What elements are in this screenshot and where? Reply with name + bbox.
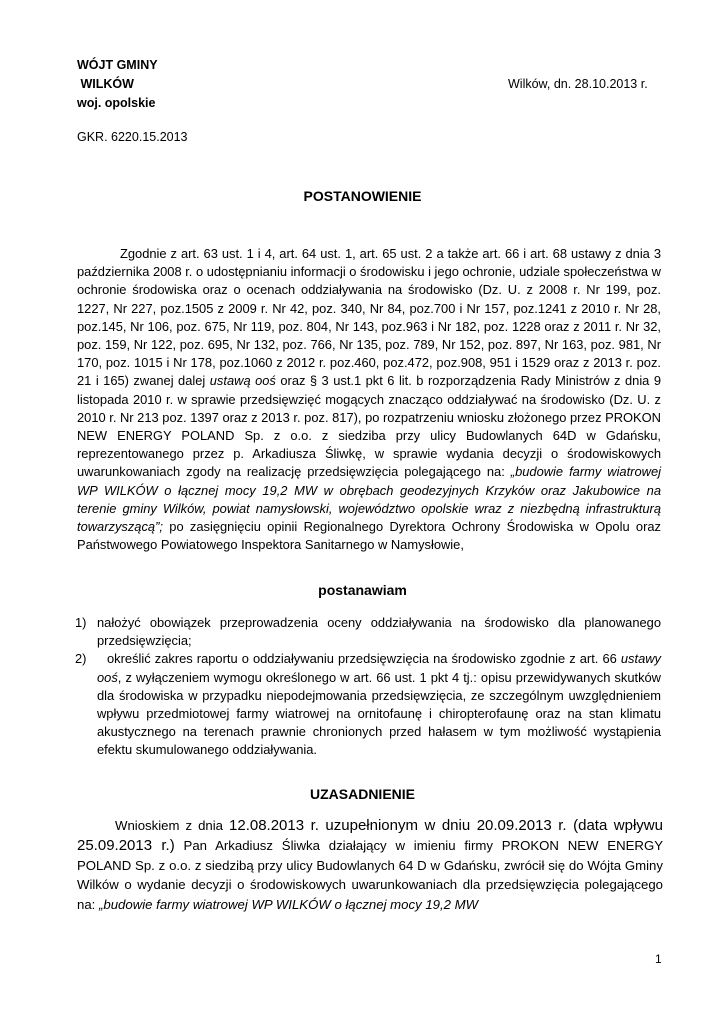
justification-paragraph	[77, 816, 663, 915]
list-item	[75, 614, 661, 650]
item2-italic: ustawy ooś	[97, 651, 661, 685]
authority-line-3: woj. opolskie	[77, 96, 156, 110]
issuing-authority	[77, 56, 158, 113]
justification-heading: UZASADNIENIE	[309, 786, 415, 802]
project-description: „budowie farmy wiatrowej WP WILKÓW o łącznej mocy 19,2 MW w obrębach geodezyjnych Krzyków oraz Jakubowice na terenie gminy Wilków, powiat namysłowski, województwo opolskie wraz z niezbędną infrastrukturą towarzyszącą”;	[77, 464, 661, 535]
authority-line-1: WÓJT GMINY	[77, 58, 158, 72]
page-number: 1	[655, 952, 662, 966]
legal-basis-italic-1: ustawą ooś	[209, 373, 276, 389]
justification-text-1: Wnioskiem z dnia	[115, 818, 230, 833]
legal-basis-text-3: po zasięgnięciu opinii Regionalnego Dyrektora Ochrony Środowiska w Opolu oraz Państwowego Powiatowego Inspektora Sanitarnego w Namysłowie,	[77, 519, 661, 553]
document-title: POSTANOWIENIE	[303, 188, 422, 204]
legal-basis-paragraph	[77, 245, 661, 554]
list-item-number: 1)	[75, 615, 87, 630]
justification-dates: 12.08.2013 r. uzupełnionym w dniu 20.09.2013 r. (data wpływu 25.09.2013 r.)	[77, 817, 663, 854]
list-item-number: 2)	[75, 651, 87, 667]
authority-line-2: WILKÓW	[77, 77, 134, 91]
legal-basis-text-1: Zgodnie z art. 63 ust. 1 i 4, art. 64 ust. 1, art. 65 ust. 2 a także art. 66 i art. 68 ustawy z dnia 3 października 2008 r. o udostępnianiu informacji o środowisku i jego ochronie, udziale społeczeństwa w ochronie środowiska oraz o ocenach oddziaływania na środowisko (Dz. U. z 2008 r. Nr 199, poz. 1227, Nr 227, poz.1505 z 2009 r. Nr 42, poz. 340, Nr 84, poz.700 i Nr 157, poz.1241 z 2010 r. Nr 28, poz.145, Nr 106, poz. 675, Nr 119, poz. 804, Nr 143, poz.963 i Nr 182, poz. 1228 oraz z 2011 r. Nr 32, poz. 159, Nr 122, poz. 695, Nr 132, poz. 766, Nr 135, poz. 789, Nr 152, poz. 897, Nr 163, poz. 981, Nr 170, poz. 1015 i Nr 178, poz.1060 z 2012 r. poz.460, poz.472, poz.908, 951 i 1529 oraz z 2013 r. poz. 21 i 165) zwanej dalej	[77, 246, 661, 389]
item2-text-2: , z wyłączeniem wymogu określonego w art. 66 ust. 1 pkt 4 tj.: opisu przewidywanych skutków dla środowiska w przypadku niepodejmowania przedsięwzięcia, ze szczególnym uwzględnieniem wpływu przedmiotowej farmy wiatrowej na ornitofaunę i chiropterofaunę oraz na stan klimatu akustycznego na terenach prawnie chronionych przed hałasem w tym możliwość wystąpienia efektu skumulowanego oddziaływania.	[97, 669, 661, 758]
case-reference: GKR. 6220.15.2013	[77, 130, 188, 144]
justification-text-2: Pan Arkadiusz Śliwka działający w imieniu firmy PROKON NEW ENERGY POLAND Sp. z o.o. z siedzibą przy ulicy Budowlanych 64 D w Gdańsku, zwrócił się do Wójta Gminy Wilków o wydanie decyzji o środowiskowych uwarunkowaniach dla przedsięwzięcia polegającego na:	[77, 837, 663, 913]
list-item-text: nałożyć obowiązek przeprowadzenia oceny oddziaływania na środowisko dla planowanego przedsięwzięcia;	[97, 615, 661, 649]
list-item	[75, 650, 661, 759]
place-and-date: Wilków, dn. 28.10.2013 r.	[508, 77, 648, 91]
decision-heading: postanawiam	[318, 582, 407, 598]
decision-list	[75, 614, 661, 760]
justification-italic: „budowie farmy wiatrowej WP WILKÓW o łącznej mocy 19,2 MW	[99, 897, 479, 913]
list-item-text	[97, 650, 661, 759]
legal-basis-text-2: oraz § 3 ust.1 pkt 6 lit. b rozporządzenia Rady Ministrów z dnia 9 listopada 2010 r. w sprawie przedsięwzięć mogących znacząco oddziaływać na środowisko (Dz. U. z 2010 r. Nr 213 poz. 1397 oraz z 2013 r. poz. 817), po rozpatrzeniu wniosku złożonego przez PROKON NEW ENERGY POLAND Sp. z o.o. z siedziba przy ulicy Budowlanych 64D w Gdańsku, reprezentowanego przez p. Arkadiusza Śliwkę, w sprawie wydania decyzji o środowiskowych uwarunkowaniach zgody na realizację przedsięwzięcia polegającego na:	[77, 373, 661, 480]
item2-text-1: określić zakres raportu o oddziaływaniu przedsięwzięcia na środowisko zgodnie z art. 66	[107, 651, 621, 667]
